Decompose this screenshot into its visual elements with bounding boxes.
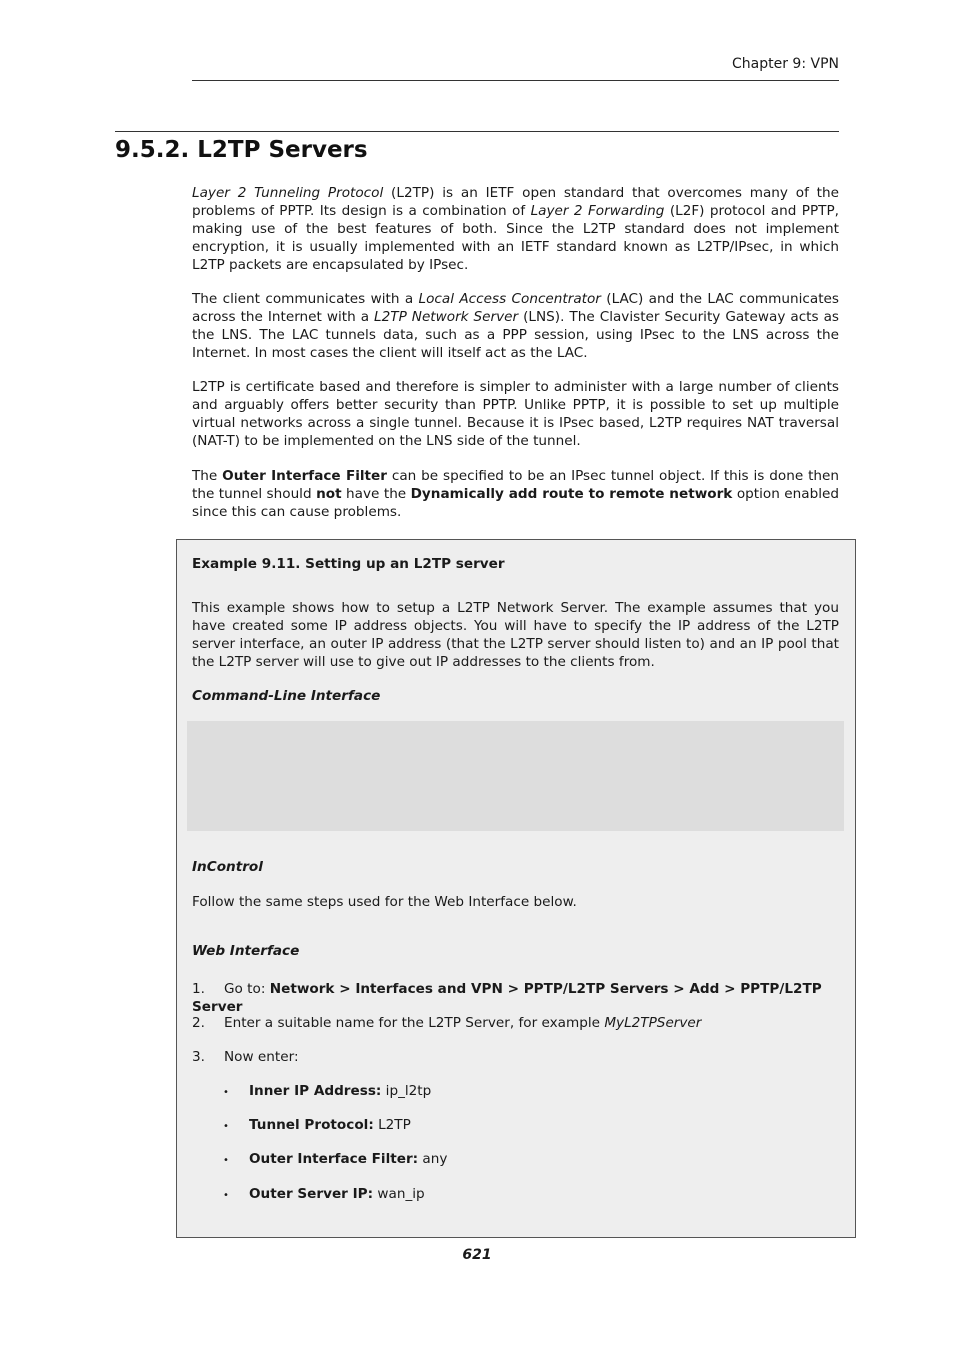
cli-code-block bbox=[187, 721, 844, 831]
term-l2f: Layer 2 Forwarding bbox=[530, 203, 665, 219]
paragraph-text: (LAC) and the LAC communicates across the Internet with a bbox=[192, 291, 839, 325]
example-box bbox=[176, 539, 856, 1238]
step-number: 1. bbox=[192, 981, 205, 997]
paragraph-l2tp-intro bbox=[192, 184, 839, 274]
bullet-glyph: • bbox=[223, 1087, 229, 1098]
bullet-value: L2TP bbox=[373, 1117, 411, 1133]
bullet-label: Tunnel Protocol: bbox=[249, 1117, 374, 1133]
bold-not: not bbox=[316, 486, 342, 502]
step-text: Now enter: bbox=[224, 1049, 299, 1065]
running-header: Chapter 9: VPN bbox=[732, 56, 839, 72]
example-server-name: MyL2TPServer bbox=[604, 1015, 702, 1031]
paragraph-lac-lns bbox=[192, 290, 839, 362]
paragraph-text: have the bbox=[341, 486, 411, 502]
paragraph-text: The bbox=[192, 468, 223, 484]
incontrol-heading: InControl bbox=[192, 859, 263, 875]
bullet-outer-server-ip bbox=[223, 1185, 425, 1205]
bullet-glyph: • bbox=[223, 1155, 229, 1166]
bullet-value: ip_l2tp bbox=[381, 1083, 432, 1099]
paragraph-text: can be specified to be an IPsec tunnel object. If this is done then the tunnel should bbox=[192, 468, 840, 502]
term-lac: Local Access Concentrator bbox=[418, 291, 601, 307]
paragraph-text: (LNS). The Clavister Security Gateway acts as the LNS. The LAC tunnels data, such as a PPP session, using IPsec to the LNS across the Internet. In most cases the client will itself act as the LAC. bbox=[192, 309, 840, 361]
paragraph-text: The client communicates with a bbox=[192, 291, 419, 307]
bullet-value: any bbox=[418, 1151, 448, 1167]
paragraph-text: option enabled since this can cause problems. bbox=[192, 486, 839, 520]
bullet-tunnel-protocol bbox=[223, 1116, 411, 1136]
term-lns: L2TP Network Server bbox=[374, 309, 519, 325]
paragraph-text: (L2TP) is an IETF open standard that overcomes many of the problems of PPTP. Its design is a combination of bbox=[192, 185, 839, 219]
step-1 bbox=[192, 980, 842, 1016]
step-number: 2. bbox=[192, 1015, 205, 1031]
header-rule bbox=[192, 80, 839, 81]
bullet-label: Outer Interface Filter: bbox=[249, 1151, 419, 1167]
bullet-glyph: • bbox=[223, 1190, 229, 1201]
term-l2tp: Layer 2 Tunneling Protocol bbox=[192, 185, 384, 201]
step-text: Enter a suitable name for the L2TP Server, for example bbox=[224, 1015, 605, 1031]
step-2 bbox=[192, 1014, 842, 1032]
step-text: Go to: bbox=[224, 981, 270, 997]
section-title: 9.5.2. L2TP Servers bbox=[115, 137, 368, 163]
web-interface-heading: Web Interface bbox=[192, 943, 300, 959]
step-number: 3. bbox=[192, 1049, 205, 1065]
paragraph-text: (L2F) protocol and PPTP, making use of the best features of both. Since the L2TP standard does not implement encryption, it is usually implemented with an IETF standard known as L2TP/IPsec, in which L2TP packets are encapsulated by IPsec. bbox=[192, 203, 839, 273]
paragraph-outer-filter bbox=[192, 467, 839, 521]
step-3 bbox=[192, 1048, 842, 1066]
example-intro: This example shows how to setup a L2TP Network Server. The example assumes that you have created some IP address objects. You will have to specify the IP address of the L2TP server interface, an outer IP address (that the L2TP server should listen to) and an IP pool that the L2TP server will use to give out IP addresses to the clients from. bbox=[192, 600, 839, 670]
incontrol-text: Follow the same steps used for the Web Interface below. bbox=[192, 894, 577, 910]
section-rule bbox=[115, 131, 839, 132]
paragraph-certificate: L2TP is certificate based and therefore is simpler to administer with a large number of clients and arguably offers better security than PPTP. Unlike PPTP, it is possible to set up multiple virtual networks across a single tunnel. Because it is IPsec based, L2TP requires NAT traversal (NAT-T) to be implemented on the LNS side of the tunnel. bbox=[192, 379, 839, 449]
bold-outer-interface-filter: Outer Interface Filter bbox=[222, 468, 387, 484]
page-number: 621 bbox=[462, 1247, 492, 1263]
bullet-glyph: • bbox=[223, 1121, 229, 1132]
bullet-inner-ip bbox=[223, 1082, 431, 1102]
bullet-label: Inner IP Address: bbox=[249, 1083, 382, 1099]
bullet-value: wan_ip bbox=[373, 1186, 425, 1202]
bullet-label: Outer Server IP: bbox=[249, 1186, 374, 1202]
bold-dynamic-route: Dynamically add route to remote network bbox=[410, 486, 733, 502]
bullet-outer-interface-filter bbox=[223, 1150, 447, 1170]
menu-path: Network > Interfaces and VPN > PPTP/L2TP Servers > Add > PPTP/L2TP Server bbox=[192, 981, 822, 1015]
cli-heading: Command-Line Interface bbox=[192, 688, 381, 704]
example-title: Example 9.11. Setting up an L2TP server bbox=[192, 556, 505, 572]
